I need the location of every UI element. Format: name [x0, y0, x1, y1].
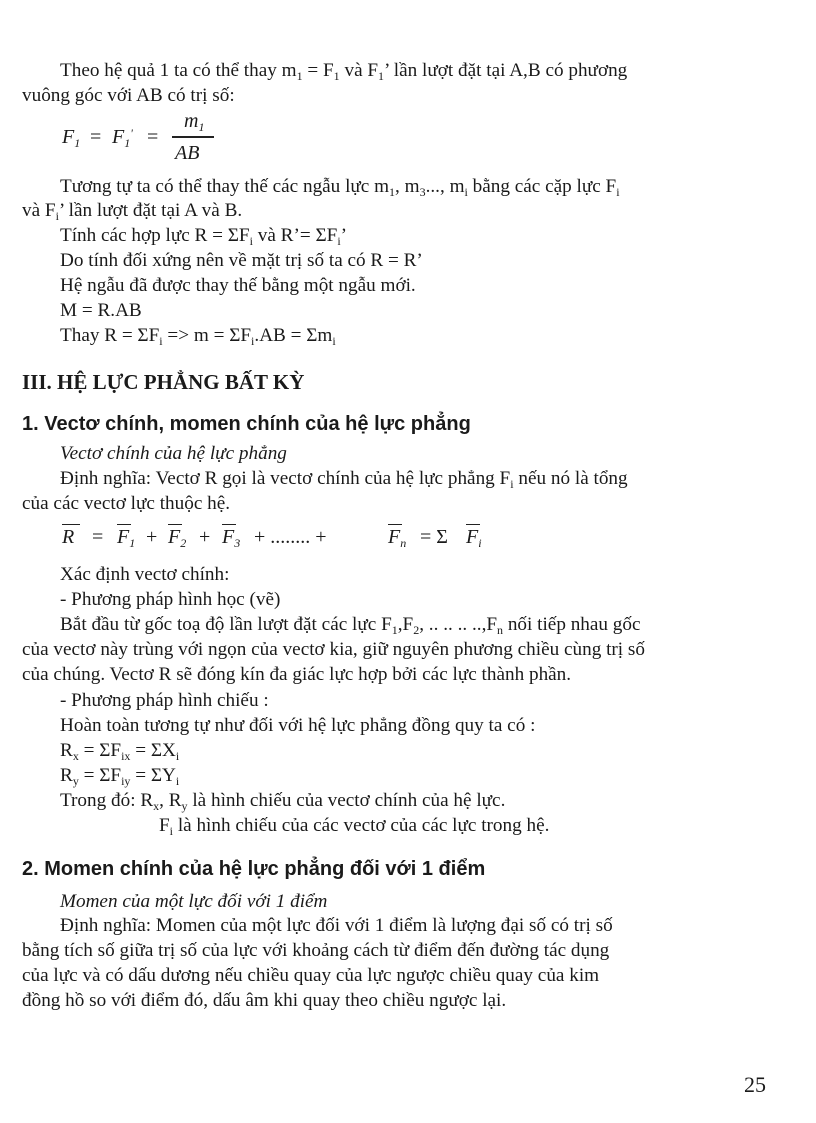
paragraph-line: Định nghĩa: Vectơ R gọi là vectơ chính của hệ lực phẳng $F_i$ nếu nó là tổng — [60, 468, 628, 491]
paragraph-line: đồng hồ so với điểm đó, dấu âm khi quay theo chiều ngược lại. — [22, 990, 507, 1011]
paragraph-line: Xác định vectơ chính: — [60, 564, 230, 585]
paragraph-line: Tương tự ta có thể thay thế các ngẫu lực $m_1$, $m_3$..., $m_i$ bằng các cặp lực $F_i$ — [60, 176, 620, 199]
subsection-heading: 2. Momen chính của hệ lực phẳng đối với 1 điểm — [22, 858, 486, 880]
paragraph-line: Bắt đầu từ gốc toạ độ lần lượt đặt các lực $F_1,F_2$, .. .. .. $..,F_n$ nối tiếp nhau gốc — [60, 614, 641, 637]
paragraph-line: Hoàn toàn tương tự như đối với hệ lực phẳng đồng quy ta có : — [60, 715, 536, 736]
paragraph-line: của lực và có dấu dương nếu chiều quay của lực ngược chiều quay của kim — [22, 965, 600, 986]
paragraph-line: Định nghĩa: Momen của một lực đối với 1 điểm là lượng đại số có trị số — [60, 915, 613, 936]
paragraph-line: Theo hệ quả 1 ta có thể thay $m_1 = F_1$ và $F_1$’ lần lượt đặt tại A,B có phương — [60, 60, 628, 83]
paragraph-line: bằng tích số giữa trị số của lực với khoảng cách từ điểm đến đường tác dụng — [22, 940, 610, 961]
italic-subheading: Vectơ chính của hệ lực phẳng — [60, 443, 287, 464]
paragraph-line: - Phương pháp hình chiếu : — [60, 690, 269, 711]
paragraph-line: của các vectơ lực thuộc hệ. — [22, 493, 231, 514]
fraction-bar — [172, 136, 214, 138]
section-heading: III. HỆ LỰC PHẲNG BẤT KỲ — [22, 370, 305, 394]
paragraph-line: của vectơ này trùng với ngọn của vectơ kia, giữ nguyên phương chiều cùng trị số — [22, 639, 645, 660]
paragraph-line: Tính các hợp lực $R = \Sigma F_i$ và R’= $\Sigma F_i$’ — [60, 225, 348, 248]
page-number: 25 — [744, 1072, 766, 1097]
paragraph-line: $R_x = \Sigma F_{ix} = \Sigma X_i$ — [60, 740, 180, 763]
paragraph-line: - Phương pháp hình học (vẽ) — [60, 589, 281, 610]
paragraph-line: M = R.AB — [60, 300, 142, 321]
paragraph-line: của chúng. Vectơ R sẽ đóng kín đa giác lực hợp bởi các lực thành phần. — [22, 664, 572, 685]
subsection-heading: 1. Vectơ chính, momen chính của hệ lực phẳng — [22, 413, 471, 435]
paragraph-line: Thay $R = \Sigma F_i => m = \Sigma F_i.AB = \Sigma m_i$ — [60, 325, 336, 348]
paragraph-line: vuông góc với AB có trị số: — [22, 85, 235, 106]
paragraph-line: $F_i$ là hình chiếu của các vectơ của các lực trong hệ. — [159, 815, 550, 838]
paragraph-line: Trong đó: $R_x$, $R_y$ là hình chiếu của vectơ chính của hệ lực. — [60, 790, 506, 813]
paragraph-line: Do tính đối xứng nên về mặt trị số ta có R = R’ — [60, 250, 423, 271]
italic-subheading: Momen của một lực đối với 1 điểm — [60, 891, 328, 912]
paragraph-line: Hệ ngẫu đã được thay thế bằng một ngẫu mới. — [60, 275, 416, 296]
paragraph-line: $R_y = \Sigma F_{iy} = \Sigma Y_i$ — [60, 765, 180, 788]
page: Theo hệ quả 1 ta có thể thay $m_1 = F_1$ và $F_1$’ lần lượt đặt tại A,B có phương vuông góc với AB có trị số: $F_1$ = $F_1'$ = $m_1$ AB Tương tự ta có thể thay thế các ngẫu lực $m_1$, $m_3$..., $m_i$ bằng các cặp lực $F_i$ và $F_i$’ lần lượt đặt tại A và B. Tính các hợp lực $R = \Sigma F_i$ và R’= $\Sigma F_i$’ Do tính đối xứng nên về mặt trị số ta có R = R’ Hệ ngẫu đã được thay thế bằng một ngẫu mới. M = R.AB Thay $R = \Sigma F_i => m = \Sigma F_i.AB = \Sigma m_i$ III. HỆ LỰC PHẲNG BẤT KỲ 1. Vectơ chính, momen chính của hệ lực phẳng Vectơ chính của hệ lực phẳng Định nghĩa: Vectơ R gọi là vectơ chính của hệ lực phẳng $F_i$ nếu nó là tổng của các vectơ lực thuộc hệ. R = $F_1$ + $F_2$ + $F_3$ + ........ + $F_n$ = Σ $F_i$ Xác định vectơ chính: - Phương pháp hình học (vẽ) Bắt đầu từ gốc toạ độ lần lượt đặt các lực $F_1,F_2$, .. .. .. $..,F_n$ nối tiếp nhau gốc của vectơ này trùng với ngọn của vectơ kia, giữ nguyên phương chiều cùng trị số của chúng. Vectơ R sẽ đóng kín đa giác lực hợp bởi các lực thành phần. - Phương pháp hình chiếu : Hoàn toàn tương tự như đối với hệ lực phẳng đồng quy ta có : $R_x = \Sigma F_{ix} = \Sigma X_i$ $R_y = \Sigma F_{iy} = \Sigma Y_i$ Trong đó: $R_x$, $R_y$ là hình chiếu của vectơ chính của hệ lực. $F_i$ là hình chiếu của các vectơ của các lực trong hệ. 2. Momen chính của hệ lực phẳng đối với 1 điểm Momen của một lực đối với 1 điểm Định nghĩa: Momen của một lực đối với 1 điểm là lượng đại số có trị số bằng tích số giữa trị số của lực với khoảng cách từ điểm đến đường tác dụng của lực và có dấu dương nếu chiều quay của lực ngược chiều quay của kim đồng hồ so với điểm đó, dấu âm khi quay theo chiều ngược lại. — [22, 0, 774, 1123]
paragraph-line: và $F_i$’ lần lượt đặt tại A và B. — [22, 200, 243, 223]
